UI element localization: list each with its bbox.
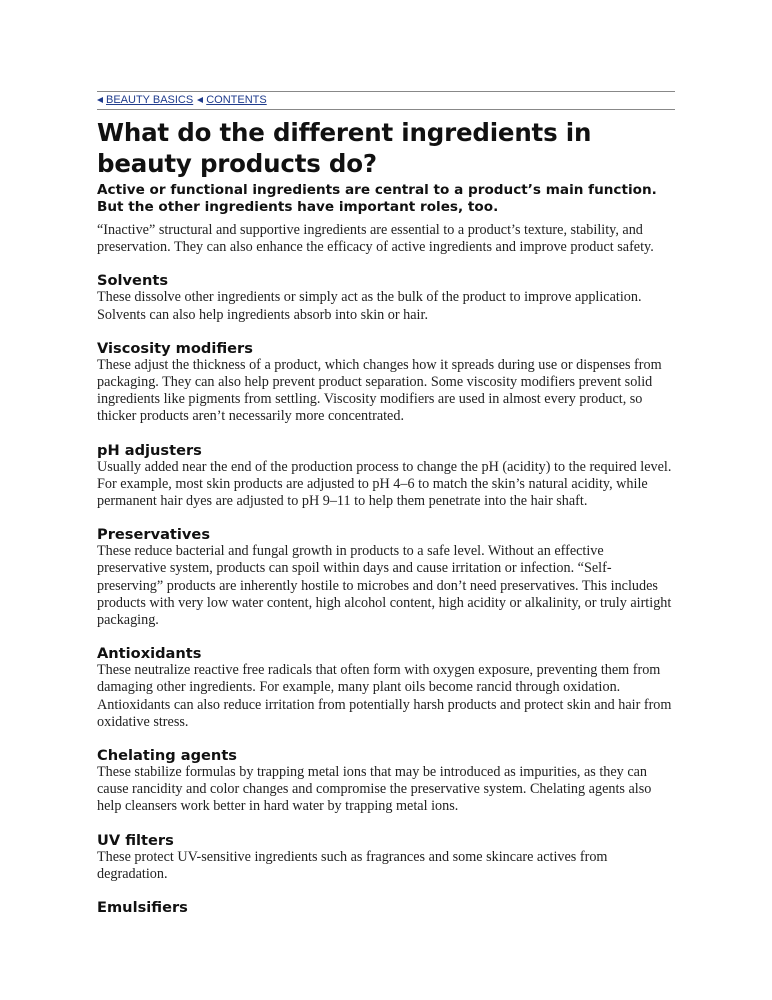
breadcrumb-link-contents[interactable]: CONTENTS bbox=[206, 94, 267, 106]
section-body: These reduce bacterial and fungal growth in products to a safe level. Without an effective preservative system, products can spoil within days and cause irritation or infection. “Self-preserving” products are inherently hostile to microbes and don’t need preservatives. This includes products with very low water content, high alcohol content, high acidity or alkalinity, or truly airtight packaging. bbox=[97, 543, 672, 629]
section-body: These dissolve other ingredients or simply act as the bulk of the product to improve application. Solvents can also help ingredients absorb into skin or hair. bbox=[97, 289, 642, 323]
section-ph-adjusters bbox=[97, 442, 675, 511]
section-heading: UV filters bbox=[97, 831, 174, 849]
intro-paragraph: “Inactive” structural and supportive ingredients are essential to a product’s texture, stability, and preservation. They can also enhance the efficacy of active ingredients and improve product safety. bbox=[97, 222, 654, 256]
section-heading: Preservatives bbox=[97, 526, 211, 544]
section-heading: Chelating agents bbox=[97, 747, 237, 765]
section-uv-filters bbox=[97, 832, 675, 883]
section-heading: Antioxidants bbox=[97, 645, 202, 663]
section-body: These adjust the thickness of a product, which changes how it spreads during use or dispenses from packaging. They can also help prevent product separation. Some viscosity modifiers prevent solid ingredients like pigments from settling. Viscosity modifiers are used in almost every product, so thicker products aren’t necessarily more concentrated. bbox=[97, 356, 662, 425]
page-subtitle: Active or functional ingredients are central to a product’s main function. But the other ingredients have important roles, too. bbox=[97, 182, 657, 215]
section-emulsifiers bbox=[97, 899, 675, 916]
section-chelating-agents bbox=[97, 747, 675, 816]
back-arrow-icon bbox=[97, 97, 103, 103]
section-heading: Viscosity modifiers bbox=[97, 339, 253, 357]
section-heading: pH adjusters bbox=[97, 441, 202, 459]
page-title: What do the different ingredients in beauty products do? bbox=[97, 118, 592, 178]
back-arrow-icon bbox=[197, 97, 203, 103]
section-body: Usually added near the end of the production process to change the pH (acidity) to the required level. For example, most skin products are adjusted to pH 4–6 to match the skin’s natural acidity, while permanent hair dyes are adjusted to pH 9–11 to help them penetrate into the hair shaft. bbox=[97, 458, 672, 510]
section-body: These neutralize reactive free radicals that often form with oxygen exposure, preventing them from damaging other ingredients. For example, many plant oils become rancid through oxidation. Antioxidants can also reduce irritation from potentially harsh products and protect skin and hair from oxidative stress. bbox=[97, 662, 672, 730]
breadcrumb-link-beauty-basics[interactable]: BEAUTY BASICS bbox=[106, 94, 194, 106]
section-body: These stabilize formulas by trapping metal ions that may be introduced as impurities, as they can cause rancidity and color changes and compromise the preservative system. Chelating agents also help cleansers work better in hard water by trapping metal ions. bbox=[97, 764, 652, 815]
section-heading: Solvents bbox=[97, 272, 169, 290]
section-solvents bbox=[97, 272, 675, 323]
breadcrumb bbox=[97, 91, 675, 110]
page bbox=[97, 91, 675, 932]
section-preservatives bbox=[97, 526, 675, 629]
section-heading: Emulsifiers bbox=[97, 899, 188, 917]
section-antioxidants bbox=[97, 645, 675, 731]
section-body: These protect UV-sensitive ingredients such as fragrances and some skincare actives from degradation. bbox=[97, 848, 608, 882]
section-viscosity-modifiers bbox=[97, 340, 675, 426]
